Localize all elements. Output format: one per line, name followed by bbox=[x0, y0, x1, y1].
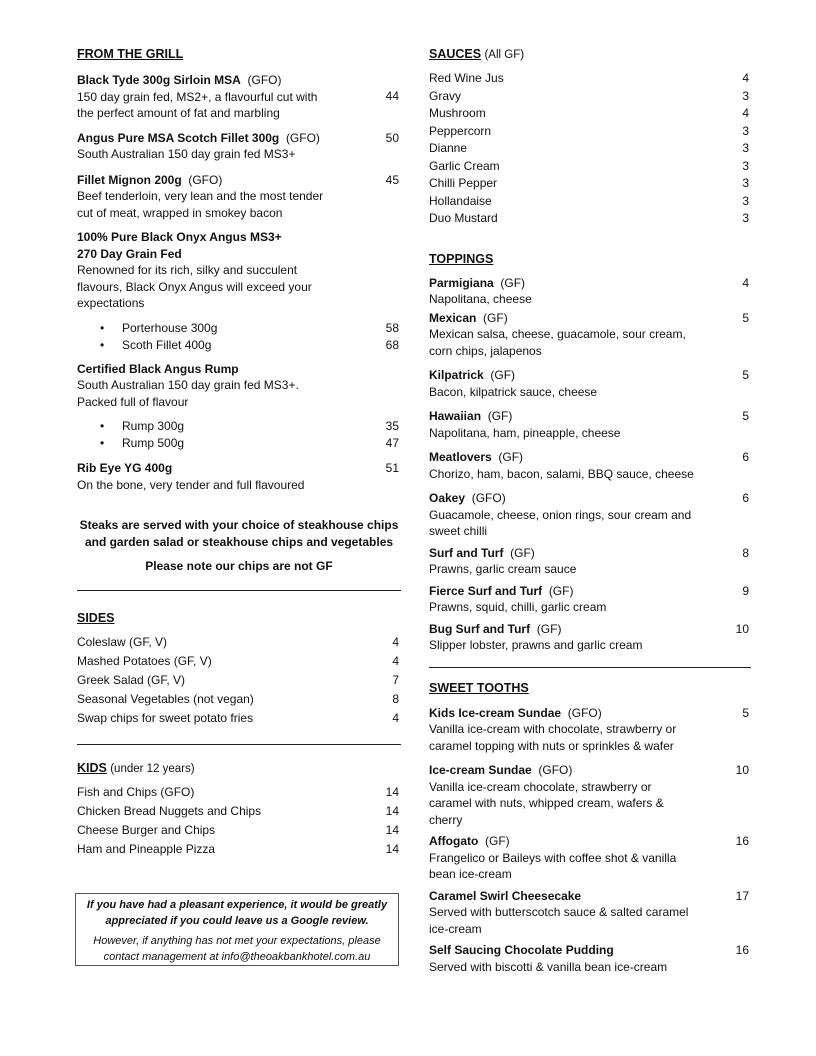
item-price: 6 bbox=[742, 491, 749, 505]
menu-item bbox=[77, 172, 401, 222]
dessert-item bbox=[429, 942, 751, 975]
sauce-item bbox=[429, 210, 751, 228]
item-name: Mexican bbox=[429, 310, 477, 325]
item-price: 6 bbox=[742, 450, 749, 464]
sauce-item bbox=[429, 175, 751, 193]
item-name: Gravy bbox=[429, 88, 462, 103]
item-price: 51 bbox=[385, 461, 399, 475]
menu-item bbox=[77, 460, 401, 493]
item-price: 4 bbox=[392, 653, 399, 668]
item-name: Ice-cream Sundae bbox=[429, 763, 532, 777]
item-name: Fish and Chips (GFO) bbox=[77, 784, 195, 799]
sauce-item bbox=[429, 105, 751, 123]
item-price: 3 bbox=[742, 141, 749, 155]
menu-item bbox=[77, 130, 401, 163]
topping-item bbox=[429, 367, 751, 400]
kids-item bbox=[77, 802, 401, 821]
item-tag: (GFO) bbox=[538, 763, 573, 777]
item-price: 3 bbox=[742, 176, 749, 190]
contact-line[interactable]: contact management at info@theoakbankhotel.com.au bbox=[103, 951, 371, 963]
item-price: 16 bbox=[735, 943, 749, 957]
item-price: 5 bbox=[742, 368, 749, 382]
item-tag: (GF) bbox=[548, 583, 574, 598]
kids-note: (under 12 years) bbox=[110, 762, 195, 775]
option-price: 68 bbox=[385, 337, 399, 352]
item-price: 3 bbox=[742, 123, 749, 138]
item-name: Dianne bbox=[429, 141, 468, 155]
item-price: 10 bbox=[735, 621, 749, 636]
item-price: 7 bbox=[392, 672, 399, 687]
kids-item bbox=[77, 783, 401, 802]
item-name: Surf and Turf bbox=[429, 545, 504, 560]
item-name: Coleslaw (GF, V) bbox=[77, 634, 168, 649]
item-name: Certified Black Angus Rump bbox=[77, 361, 239, 376]
item-price: 14 bbox=[385, 784, 399, 799]
item-price: 8 bbox=[392, 691, 399, 706]
topping-item bbox=[429, 408, 751, 441]
steak-note-line: and garden salad or steakhouse chips and vegetables bbox=[84, 534, 394, 549]
item-name: Duo Mustard bbox=[429, 211, 498, 225]
item-desc: Frangelico or Baileys with coffee shot & vanilla bean ice-cream bbox=[429, 850, 677, 881]
item-price: 5 bbox=[742, 310, 749, 325]
item-tag: (GF) bbox=[498, 450, 524, 464]
sauce-item bbox=[429, 123, 751, 141]
option-item bbox=[77, 435, 401, 452]
item-price: 14 bbox=[385, 803, 399, 818]
item-name: Swap chips for sweet potato fries bbox=[77, 710, 254, 725]
kids-heading-row bbox=[77, 761, 401, 775]
left-column bbox=[77, 47, 401, 859]
side-item bbox=[77, 690, 401, 709]
side-item bbox=[77, 709, 401, 728]
side-item bbox=[77, 633, 401, 652]
item-price: 4 bbox=[392, 710, 399, 725]
item-name: Mashed Potatoes (GF, V) bbox=[77, 653, 212, 668]
item-price: 8 bbox=[742, 545, 749, 560]
item-name: Hawaiian bbox=[429, 409, 482, 423]
item-desc: Mexican salsa, cheese, guacamole, sour cream, corn chips, jalapenos bbox=[429, 327, 686, 358]
option-item bbox=[77, 320, 401, 337]
review-line: appreciated if you could leave us a Google review. bbox=[105, 915, 369, 927]
steak-note-line: Steaks are served with your choice of steakhouse chips bbox=[79, 518, 399, 532]
item-price: 10 bbox=[735, 763, 749, 777]
item-name: Bug Surf and Turf bbox=[429, 621, 531, 636]
item-tag: (GF) bbox=[487, 409, 513, 423]
sauce-item bbox=[429, 158, 751, 176]
dessert-item bbox=[429, 888, 751, 938]
option-item bbox=[77, 418, 401, 435]
item-name: 100% Pure Black Onyx Angus MS3+ bbox=[77, 230, 282, 244]
item-name: Garlic Cream bbox=[429, 158, 500, 173]
item-desc: Beef tenderloin, very lean and the most tender cut of meat, wrapped in smokey bacon bbox=[77, 189, 324, 220]
right-column bbox=[429, 47, 751, 975]
item-tag: (GF) bbox=[510, 545, 535, 560]
item-desc: Prawns, garlic cream sauce bbox=[429, 562, 577, 576]
side-item bbox=[77, 671, 401, 690]
item-name: Mushroom bbox=[429, 106, 486, 120]
topping-item bbox=[429, 490, 751, 540]
option-price: 47 bbox=[385, 436, 399, 450]
menu-item-rump bbox=[77, 361, 401, 411]
item-name-line2: 270 Day Grain Fed bbox=[77, 246, 182, 261]
review-line: If you have had a pleasant experience, it would be greatly bbox=[86, 899, 388, 911]
item-name: Peppercorn bbox=[429, 123, 492, 138]
kids-item bbox=[77, 821, 401, 840]
kids-heading: KIDS bbox=[77, 760, 107, 775]
item-tag: (GFO) bbox=[247, 73, 282, 87]
item-desc: Vanilla ice-cream chocolate, strawberry or caramel with nuts, whipped cream, wafers & cherry bbox=[429, 779, 664, 827]
item-name: Chilli Pepper bbox=[429, 176, 498, 190]
review-box bbox=[75, 893, 399, 966]
item-name: Hollandaise bbox=[429, 193, 492, 208]
option-name: Porterhouse 300g bbox=[122, 320, 218, 335]
item-tag: (GF) bbox=[483, 310, 508, 325]
sauces-note: (All GF) bbox=[484, 49, 525, 61]
item-price: 4 bbox=[742, 71, 749, 85]
item-name: Chicken Bread Nuggets and Chips bbox=[77, 803, 262, 818]
steak-note bbox=[77, 517, 401, 575]
item-price: 5 bbox=[742, 705, 749, 720]
item-price: 44 bbox=[385, 88, 399, 103]
review-line: However, if anything has not met your expectations, please bbox=[93, 935, 381, 947]
item-desc: Served with butterscotch sauce & salted caramel ice-cream bbox=[429, 905, 689, 936]
item-price: 14 bbox=[385, 822, 399, 837]
item-tag: (GFO) bbox=[285, 130, 320, 145]
option-name: Rump 300g bbox=[122, 419, 185, 433]
topping-item bbox=[429, 621, 751, 654]
menu-item-onyx bbox=[77, 229, 401, 312]
item-name: Fierce Surf and Turf bbox=[429, 583, 543, 598]
item-desc: Slipper lobster, prawns and garlic cream bbox=[429, 638, 643, 652]
item-desc: Renowned for its rich, silky and succulent flavours, Black Onyx Angus will exceed your expectations bbox=[77, 263, 312, 310]
item-name: Self Saucing Chocolate Pudding bbox=[429, 943, 614, 957]
item-name: Meatlovers bbox=[429, 450, 492, 464]
option-name: Rump 500g bbox=[122, 436, 185, 450]
option-price: 58 bbox=[385, 320, 399, 335]
dessert-item bbox=[429, 833, 751, 883]
item-desc: Bacon, kilpatrick sauce, cheese bbox=[429, 384, 598, 399]
item-tag: (GF) bbox=[490, 368, 516, 382]
item-desc: Chorizo, ham, bacon, salami, BBQ sauce, cheese bbox=[429, 466, 694, 481]
item-desc: 150 day grain fed, MS2+, a flavourful cut with the perfect amount of fat and marbling bbox=[77, 89, 318, 120]
item-desc: South Australian 150 day grain fed MS3+ bbox=[77, 147, 296, 161]
item-price: 3 bbox=[742, 158, 749, 173]
option-price: 35 bbox=[385, 419, 399, 433]
item-tag: (GFO) bbox=[188, 172, 223, 187]
side-item bbox=[77, 652, 401, 671]
item-price: 3 bbox=[742, 211, 749, 225]
item-price: 3 bbox=[742, 88, 749, 103]
toppings-heading: TOPPINGS bbox=[429, 251, 494, 266]
sweets-heading: SWEET TOOTHS bbox=[429, 680, 529, 695]
item-name: Ham and Pineapple Pizza bbox=[77, 841, 216, 856]
item-name: Rib Eye YG 400g bbox=[77, 461, 173, 475]
item-price: 50 bbox=[385, 130, 399, 145]
sauce-item bbox=[429, 88, 751, 106]
item-price: 9 bbox=[742, 583, 749, 598]
item-desc: Served with biscotti & vanilla bean ice-cream bbox=[429, 959, 668, 974]
item-desc: Guacamole, cheese, onion rings, sour cream and sweet chilli bbox=[429, 507, 692, 538]
sauce-item bbox=[429, 70, 751, 88]
item-price: 17 bbox=[735, 888, 749, 903]
item-tag: (GF) bbox=[536, 621, 562, 636]
item-name: Greek Salad (GF, V) bbox=[77, 672, 186, 687]
topping-item bbox=[429, 310, 751, 360]
item-price: 16 bbox=[735, 834, 749, 848]
item-price: 4 bbox=[392, 634, 399, 649]
item-price: 5 bbox=[742, 409, 749, 423]
item-price: 14 bbox=[385, 841, 399, 856]
chips-gf-note: Please note our chips are not GF bbox=[145, 559, 333, 573]
item-desc: Prawns, squid, chilli, garlic cream bbox=[429, 600, 607, 614]
sauces-heading-row bbox=[429, 47, 751, 61]
topping-item bbox=[429, 583, 751, 616]
item-price: 45 bbox=[385, 172, 399, 187]
item-desc: Vanilla ice-cream with chocolate, strawberry or caramel topping with nuts or sprinkles & wafer bbox=[429, 722, 677, 753]
item-name: Affogato bbox=[429, 834, 479, 848]
item-name: Cheese Burger and Chips bbox=[77, 822, 216, 837]
item-name: Angus Pure MSA Scotch Fillet 300g bbox=[77, 130, 280, 145]
item-name: Black Tyde 300g Sirloin MSA bbox=[77, 73, 241, 87]
item-tag: (GF) bbox=[485, 834, 510, 848]
item-name: Oakey bbox=[429, 491, 466, 505]
menu-item bbox=[77, 72, 337, 122]
item-desc: Napolitana, cheese bbox=[429, 292, 532, 306]
topping-item bbox=[429, 275, 751, 308]
item-desc: South Australian 150 day grain fed MS3+. Packed full of flavour bbox=[77, 378, 299, 409]
item-tag: (GF) bbox=[500, 275, 526, 290]
grill-heading: FROM THE GRILL bbox=[77, 47, 184, 61]
item-tag: (GFO) bbox=[567, 705, 602, 720]
topping-item bbox=[429, 545, 751, 578]
option-name: Scoth Fillet 400g bbox=[122, 337, 212, 352]
topping-item bbox=[429, 449, 751, 482]
sauce-item bbox=[429, 140, 751, 158]
sides-heading: SIDES bbox=[77, 610, 115, 625]
item-price: 4 bbox=[742, 106, 749, 120]
item-desc: On the bone, very tender and full flavoured bbox=[77, 477, 305, 492]
item-name: Caramel Swirl Cheesecake bbox=[429, 888, 582, 903]
item-price: 3 bbox=[742, 193, 749, 208]
item-desc: Napolitana, ham, pineapple, cheese bbox=[429, 425, 621, 440]
sauce-item bbox=[429, 193, 751, 211]
item-price: 4 bbox=[742, 275, 749, 290]
item-name: Fillet Mignon 200g bbox=[77, 172, 182, 187]
item-name: Red Wine Jus bbox=[429, 71, 504, 85]
kids-item bbox=[77, 840, 401, 859]
item-name: Parmigiana bbox=[429, 275, 494, 290]
sauces-heading: SAUCES bbox=[429, 47, 482, 61]
item-name: Seasonal Vegetables (not vegan) bbox=[77, 691, 254, 706]
dessert-item bbox=[429, 705, 751, 755]
item-name: Kilpatrick bbox=[429, 368, 484, 382]
option-item bbox=[77, 337, 401, 354]
dessert-item bbox=[429, 762, 751, 828]
item-name: Kids Ice-cream Sundae bbox=[429, 705, 562, 720]
item-tag: (GFO) bbox=[471, 491, 506, 505]
